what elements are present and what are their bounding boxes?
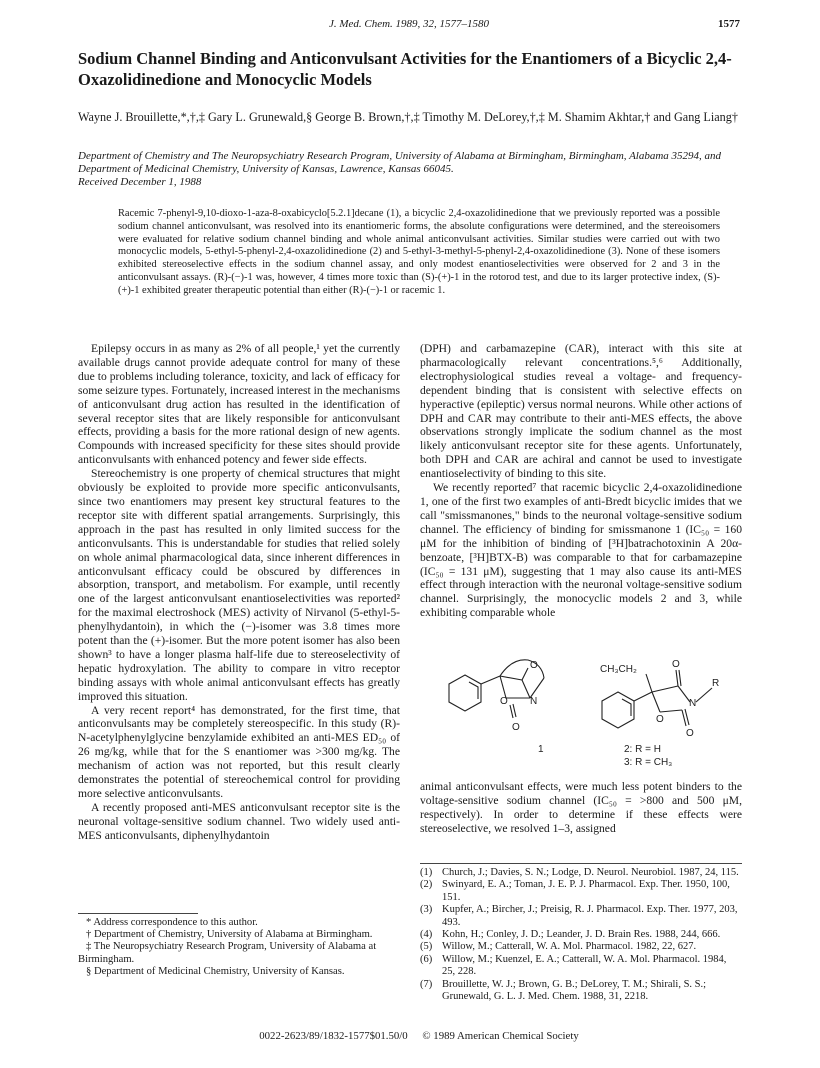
structure-2-r-label: R: [712, 678, 720, 689]
page-number: 1577: [718, 18, 740, 30]
references-divider: [420, 863, 742, 864]
reference-item: [420, 867, 742, 879]
affiliation-block: [78, 150, 760, 189]
journal-citation: J. Med. Chem. 1989, 32, 1577–1580: [328, 18, 490, 30]
structure-1-ring-o-label: O: [500, 696, 508, 707]
body-paragraph: A very recent report⁴ has demonstrated, for the first time, that anticonvulsants may be completely stereospecific. In this study (R)-N-acetylphenylglycine benzylamide exhibited an anti-MES ED₅₀ of 26 mg/kg, while that for the S enantiomer was >300 mg/kg. The mechanism of action was not reported, but this result clearly demonstrates the potential of stereochemical control for providing more selective anticonvulsants.: [78, 703, 400, 800]
body-paragraph: We recently reported⁷ that racemic bicyclic 2,4-oxazolidinedione 1, one of the first two examples of anti-Bredt bicyclic imides that we call "smissmanones," binds to the neuronal voltage-sensitive sodium channel. The efficiency of binding for smissmanone 1 (IC₅₀ = 160 μM for the inhibition of binding of [³H]batrachotoxinin A 20α-benzoate, [³H]BTX-B) was comparable to that for carbamazepine (IC₅₀ = 131 μM), suggesting that 1 may also cause its anti-MES effect through interaction with the neuronal voltage-sensitive sodium channel. Surprisingly, the monocyclic models 2 and 3, while exhibiting comparable whole: [420, 481, 742, 620]
abstract: Racemic 7-phenyl-9,10-dioxo-1-aza-8-oxabicyclo[5.2.1]decane (1), a bicyclic 2,4-oxazolidinedione that we previously reported was a possible sodium channel anticonvulsant, was resolved into its enantiomeric forms, the absolute configurations were determined, and the stereoisomers were evaluated for relative sodium channel binding and whole animal anticonvulsant activities. Similar studies were carried out with two monocyclic models, 5-ethyl-5-phenyl-2,4-oxazolidinedione (2) and 5-ethyl-3-methyl-5-phenyl-2,4-oxazolidinedione (3). None of these isomers exhibited stereoselective effects in the sodium channel assay, and only modest enantioselectivities were observed for 2 and 3 in the anticonvulsant assays. (R)-(−)-1 was, however, 4 times more toxic than (S)-(+)-1 in the rotorod test, and due to its larger protective index, (S)-(+)-1 exhibited greater therapeutic potential than either (R)-(−)-1 or racemic 1.: [118, 208, 720, 296]
reference-item: [420, 979, 742, 1004]
footnote-divider: [78, 913, 198, 914]
reference-text: Willow, M.; Kuenzel, E. A.; Catterall, W. A. Mol. Pharmacol. 1984, 25, 228.: [442, 953, 727, 978]
chemical-structures-figure: [420, 640, 742, 775]
structure-2-ring-o-label: O: [656, 714, 664, 725]
article-title: Sodium Channel Binding and Anticonvulsant Activities for the Enantiomers of a Bicyclic 2,4-Oxazolidinedione and Monocyclic Models: [78, 49, 732, 89]
reference-list: [420, 867, 742, 1003]
footnote: † Department of Chemistry, University of Alabama at Birmingham.: [86, 929, 373, 941]
body-column-right: [420, 342, 742, 620]
body-paragraph: Epilepsy occurs in as many as 2% of all people,¹ yet the currently available drugs cannot provide adequate control for many of these due to problems including tolerance, toxicity, and lack of efficacy for some seizure types. Fortunately, increased interest in the mechanisms of anticonvulsant drug action has resulted in the identification of several receptor sites that are likely responsible for anticonvulsant effects, providing a basis for the more rational design of new agents. Compounds with increased specificity for these sites should provide anticonvulsants with enhanced potency and fewer side effects.: [78, 342, 400, 467]
reference-number: (5): [420, 941, 433, 953]
structure-3-label: 3: R = CH₃: [624, 757, 673, 768]
body-column-right-lower: [420, 780, 742, 836]
footnote: * Address correspondence to this author.: [86, 917, 258, 928]
reference-number: (2): [420, 879, 433, 891]
body-paragraph: animal anticonvulsant effects, were much less potent binders to the voltage-sensitive sodium channel (IC₅₀ = >800 and 500 μM, respectively). In order to determine if these effects were stereoselective, we resolved 1–3, assigned: [420, 780, 742, 835]
author-list: Wayne J. Brouillette,*,†,‡ Gary L. Grunewald,§ George B. Brown,†,‡ Timothy M. DeLorey,†,‡ M. Shamim Akhtar,† and Gang Liang†: [78, 110, 738, 124]
reference-item: [420, 941, 742, 953]
reference-number: (1): [420, 867, 433, 878]
structure-1-o-label: O: [530, 660, 538, 671]
structure-1-label: 1: [538, 744, 544, 755]
structure-2-n-label: N: [689, 698, 697, 709]
running-header: [78, 18, 740, 34]
reference-item: [420, 904, 742, 929]
reference-item: [420, 954, 742, 979]
reference-number: (3): [420, 904, 433, 916]
structure-2-carbonyl-o-label: O: [672, 659, 680, 670]
reference-number: (6): [420, 953, 433, 965]
reference-item: [420, 879, 742, 904]
footnotes: [78, 917, 400, 978]
body-column-left: [78, 342, 400, 843]
structure-2-carbonyl-o2-label: O: [686, 728, 694, 739]
reference-text: Swinyard, E. A.; Toman, J. E. P. J. Pharmacol. Exp. Ther. 1950, 100, 151.: [442, 879, 730, 903]
reference-item: [420, 929, 742, 941]
reference-text: Kohn, H.; Conley, J. D.; Leander, J. D. Brain Res. 1988, 244, 666.: [442, 929, 721, 941]
reference-text: Kupfer, A.; Bircher, J.; Preisig, R. J. Pharmacol. Exp. Ther. 1977, 203, 493.: [442, 904, 738, 928]
footnote: § Department of Medicinal Chemistry, University of Kansas.: [86, 965, 345, 977]
reference-number: (4): [420, 929, 433, 941]
structure-2-ethyl-label: CH₃CH₂: [600, 664, 637, 675]
reference-number: (7): [420, 978, 433, 990]
body-paragraph: Stereochemistry is one property of chemical structures that might obviously be exploited to provide more specific anticonvulsants, since two enantiomers may present key structural features to the receptor site with different spatial arrangements. Surprisingly, this approach in the past has resulted in only limited success for the anticonvulsants. This is understandable for studies that relied solely on whole animal pharmacological data, since inherent differences in anticonvulsant efficacy could be obscured by differences in absorption, transport, and metabolism. For example, until recently one of the largest anticonvulsant enantioselectivities was reported² for the maximal electroshock (MES) activity of Nirvanol (5-ethyl-5-phenylhydantoin), in which the (−)-isomer was 3.8 times more potent than the (+)-isomer. But the more potent isomer has also been shown³ to have a longer plasma half-life due to stereoselectivity of hepatic hydroxylation. The ability to compare in vitro receptor binding assays with whole animal anticonvulsant effects has greatly improved this situation.: [78, 467, 400, 703]
received-date: Received December 1, 1988: [78, 176, 202, 188]
page-footer: [78, 1030, 760, 1042]
reference-text: Brouillette, W. J.; Brown, G. B.; DeLorey, T. M.; Shirali, S. S.; Grunewald, G. L. J. Med. Chem. 1988, 31, 2218.: [442, 978, 707, 1003]
structures-svg: [420, 640, 742, 775]
article-code: 0022-2623/89/1832-1577$01.50/0: [259, 1030, 408, 1042]
body-paragraph: A recently proposed anti-MES anticonvulsant receptor site is the neuronal voltage-sensitive sodium channel. Two widely used anti-MES anticonvulsants, diphenylhydantoin: [78, 800, 400, 842]
copyright-notice: © 1989 American Chemical Society: [422, 1030, 579, 1042]
structure-2-label: 2: R = H: [624, 744, 661, 755]
reference-text: Willow, M.; Catterall, W. A. Mol. Pharmacol. 1982, 22, 627.: [442, 941, 697, 953]
structure-1-carbonyl-o-label: O: [512, 722, 520, 733]
footnote: ‡ The Neuropsychiatry Research Program, University of Alabama at Birmingham.: [78, 941, 377, 965]
body-paragraph: (DPH) and carbamazepine (CAR), interact with this site at pharmacologically relevant concentrations.⁵,⁶ Additionally, electrophysiological studies reveal a voltage- and frequency-dependent binding that is consistent with selective effects on hyperactive (epileptic) versus normal neurons. While other actions of DPH and CAR may contribute to their anti-MES effects, the above observations strongly implicate the sodium channel as the most likely anticonvulsant receptor site for these agents. Unfortunately, both DPH and CAR are achiral and cannot be used to investigate enantioselectivity of binding to this site.: [420, 342, 742, 481]
affiliation-text: Department of Chemistry and The Neuropsychiatry Research Program, University of Alabama at Birmingham, Birmingham, Alabama 35294, and Department of Medicinal Chemistry, University of Kansas, Lawrence, Kansas 66045.: [78, 150, 722, 175]
reference-text: Church, J.; Davies, S. N.; Lodge, D. Neurol. Neurobiol. 1987, 24, 115.: [442, 867, 739, 878]
structure-1-n-label: N: [530, 696, 538, 707]
